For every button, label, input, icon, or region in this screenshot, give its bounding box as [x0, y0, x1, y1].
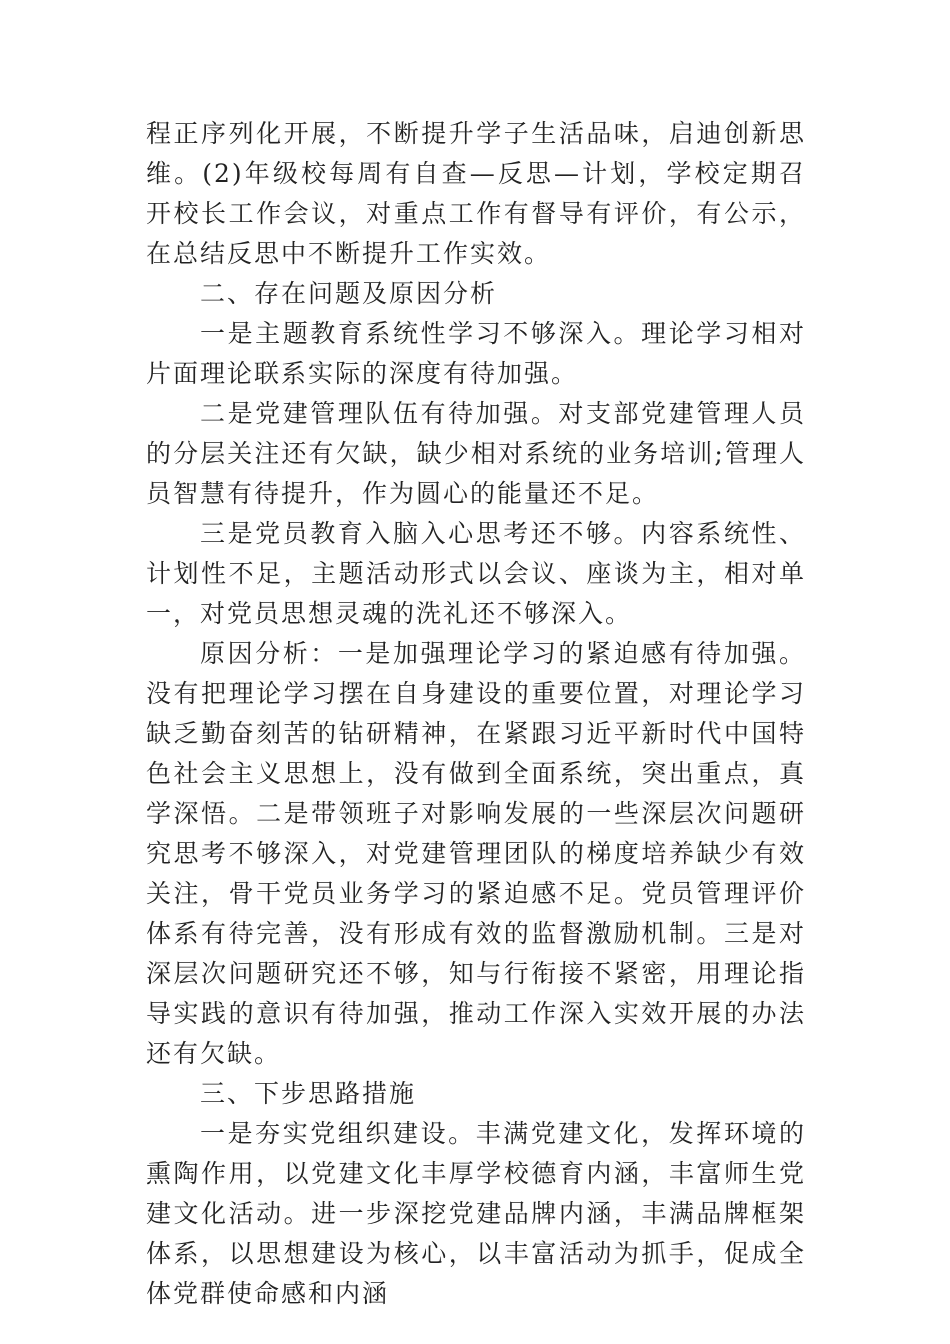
document-body [146, 114, 806, 1314]
paragraph-problem-one: 一是主题教育系统性学习不够深入。理论学习相对片面理论联系实际的深度有待加强。 [146, 319, 806, 388]
paragraph-problem-two: 二是党建管理队伍有待加强。对支部党建管理人员的分层关注还有欠缺，缺少相对系统的业务培训;管理人员智慧有待提升，作为圆心的能量还不足。 [146, 399, 806, 508]
paragraph-problem-three: 三是党员教育入脑入心思考还不够。内容系统性、计划性不足，主题活动形式以会议、座谈为主，相对单一，对党员思想灵魂的洗礼还不够深入。 [146, 519, 806, 628]
section-heading-next-steps: 三、下步思路措施 [200, 1079, 417, 1108]
paragraph-cause-analysis: 原因分析：一是加强理论学习的紧迫感有待加强。没有把理论学习摆在自身建设的重要位置，对理论学习缺乏勤奋刻苦的钻研精神，在紧跟习近平新时代中国特色社会主义思想上，没有做到全面系统，突出重点，真学深悟。二是带领班子对影响发展的一些深层次问题研究思考不够深入，对党建管理团队的梯度培养缺少有效关注，骨干党员业务学习的紧迫感不足。党员管理评价体系有待完善，没有形成有效的监督激励机制。三是对深层次问题研究还不够，知与行衔接不紧密，用理论指导实践的意识有待加强，推动工作深入实效开展的办法还有欠缺。 [146, 639, 806, 1068]
section-heading-problems: 二、存在问题及原因分析 [200, 279, 498, 308]
paragraph-continuation: 程正序列化开展，不断提升学子生活品味，启迪创新思维。(2)年级校每周有自查—反思—计划，学校定期召开校长工作会议，对重点工作有督导有评价，有公示，在总结反思中不断提升工作实效。 [146, 119, 806, 268]
paragraph-next-step-one: 一是夯实党组织建设。丰满党建文化，发挥环境的熏陶作用，以党建文化丰厚学校德育内涵，丰富师生党建文化活动。进一步深挖党建品牌内涵，丰满品牌框架体系，以思想建设为核心，以丰富活动为抓手，促成全体党群使命感和内涵 [146, 1119, 806, 1308]
